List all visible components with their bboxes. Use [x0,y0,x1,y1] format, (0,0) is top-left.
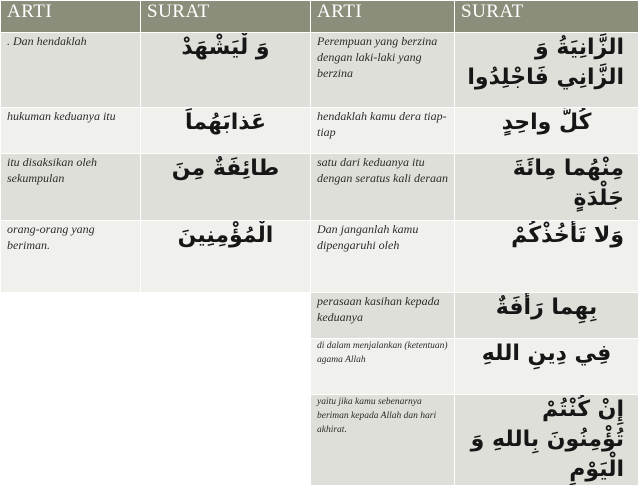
arabic-cell: طائِفَةٌ مِنَ [141,154,311,221]
arabic-cell: الزَّانِيَةُ وَ الزَّانِي فَاجْلِدُوا [455,33,638,108]
meaning-cell: Dan janganlah kamu dipengaruhi oleh [311,221,455,293]
table-row [1,339,638,395]
arabic-cell: إِنْ كُنْتُمْ تُؤْمِنُونَ بِاللهِ وَ الْيَوْمِ [455,395,638,486]
table-row [1,395,638,486]
table-row [1,221,638,293]
arabic-cell: مِنْهُما مِائَةَ جَلْدَةٍ [455,154,638,221]
header-surat-1: SURAT [141,1,311,33]
table-row [1,293,638,339]
meaning-cell: hukuman keduanya itu [1,108,141,154]
meaning-cell: hendaklah kamu dera tiap-tiap [311,108,455,154]
meaning-cell: perasaan kasihan kepada keduanya [311,293,455,339]
arabic-cell: بِهِما رَأْفَةٌ [455,293,638,339]
meaning-cell: di dalam menjalankan (ketentuan) agama Allah [311,339,455,395]
arabic-cell: فِي دِينِ اللهِ [455,339,638,395]
arabic-cell: وَلا تَأْخُذْكُمْ [455,221,638,293]
meaning-cell: yaitu jika kamu sebenarnya beriman kepada Allah dan hari akhirat. [311,395,455,486]
empty-cell [141,395,311,486]
header-arti-1: ARTI [1,1,141,33]
header-row [1,1,638,33]
table-row [1,154,638,221]
meaning-cell: . Dan hendaklah [1,33,141,108]
table-row [1,33,638,108]
meaning-cell: itu disaksikan oleh sekumpulan [1,154,141,221]
empty-cell [1,339,141,395]
empty-cell [1,293,141,339]
header-arti-2: ARTI [311,1,455,33]
arabic-cell: الْمُؤْمِنِينَ [141,221,311,293]
header-surat-2: SURAT [455,1,638,33]
arabic-cell: عَذابَهُماَ [141,108,311,154]
arabic-cell: وَ لْيَشْهَدْ [141,33,311,108]
empty-cell [141,293,311,339]
meaning-cell: orang-orang yang beriman. [1,221,141,293]
empty-cell [1,395,141,486]
meaning-cell: satu dari keduanya itu dengan seratus kali deraan [311,154,455,221]
meaning-cell: Perempuan yang berzina dengan laki-laki yang berzina [311,33,455,108]
table-row [1,108,638,154]
empty-cell [141,339,311,395]
arabic-cell: كُلَّ واحِدٍ [455,108,638,154]
